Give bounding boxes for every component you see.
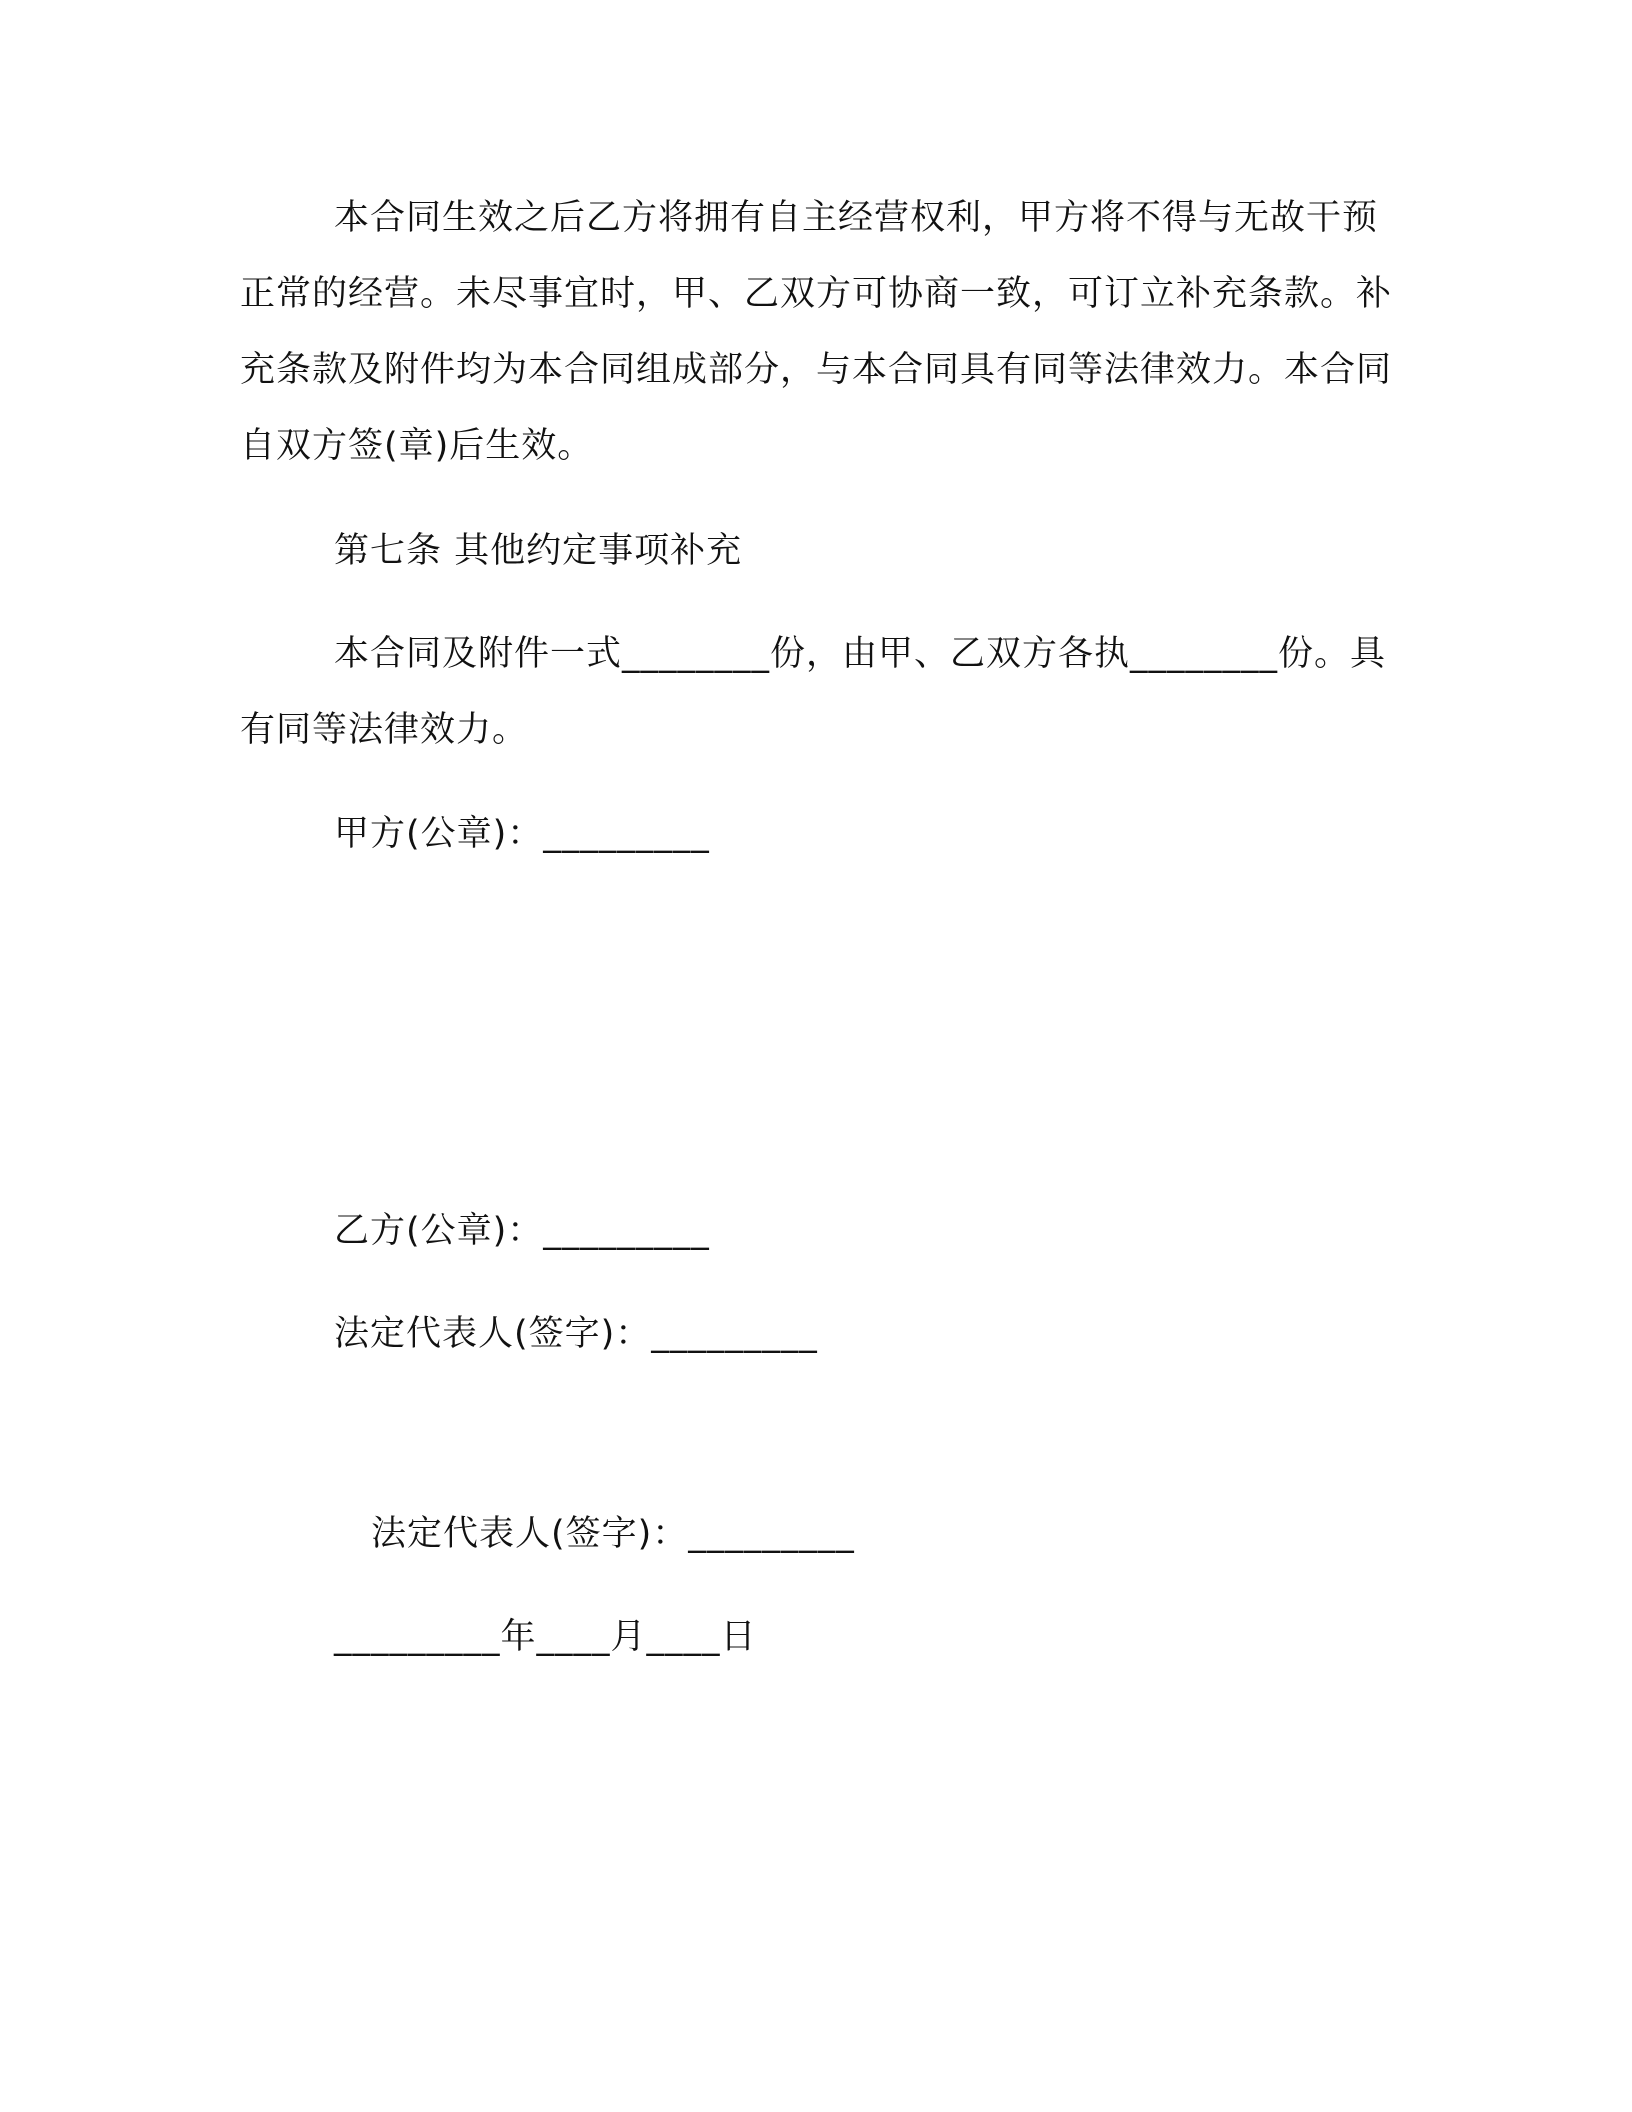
legal-representative-line-1: 法定代表人(签字)：_________ [334, 1314, 818, 1354]
date-line: _________年____月____日 [334, 1617, 757, 1657]
legal-representative-line-2: 法定代表人(签字)：_________ [371, 1514, 855, 1554]
effect-paragraph: 本合同生效之后乙方将拥有自主经营权利，甲方将不得与无故干预正常的经营。未尽事宜时，甲、乙双方可协商一致，可订立补充条款。补充条款及附件均为本合同组成部分，与本合同具有同等法律效力。本合同自双方签(章)后生效。 [240, 198, 1393, 466]
party-b-seal-line: 乙方(公章)：_________ [334, 1211, 710, 1251]
copies-paragraph: 本合同及附件一式________份，由甲、乙双方各执________份。具有同等法律效力。 [240, 634, 1387, 750]
article-7-heading: 第七条 其他约定事项补充 [334, 531, 743, 571]
party-a-seal-line: 甲方(公章)：_________ [334, 814, 710, 854]
